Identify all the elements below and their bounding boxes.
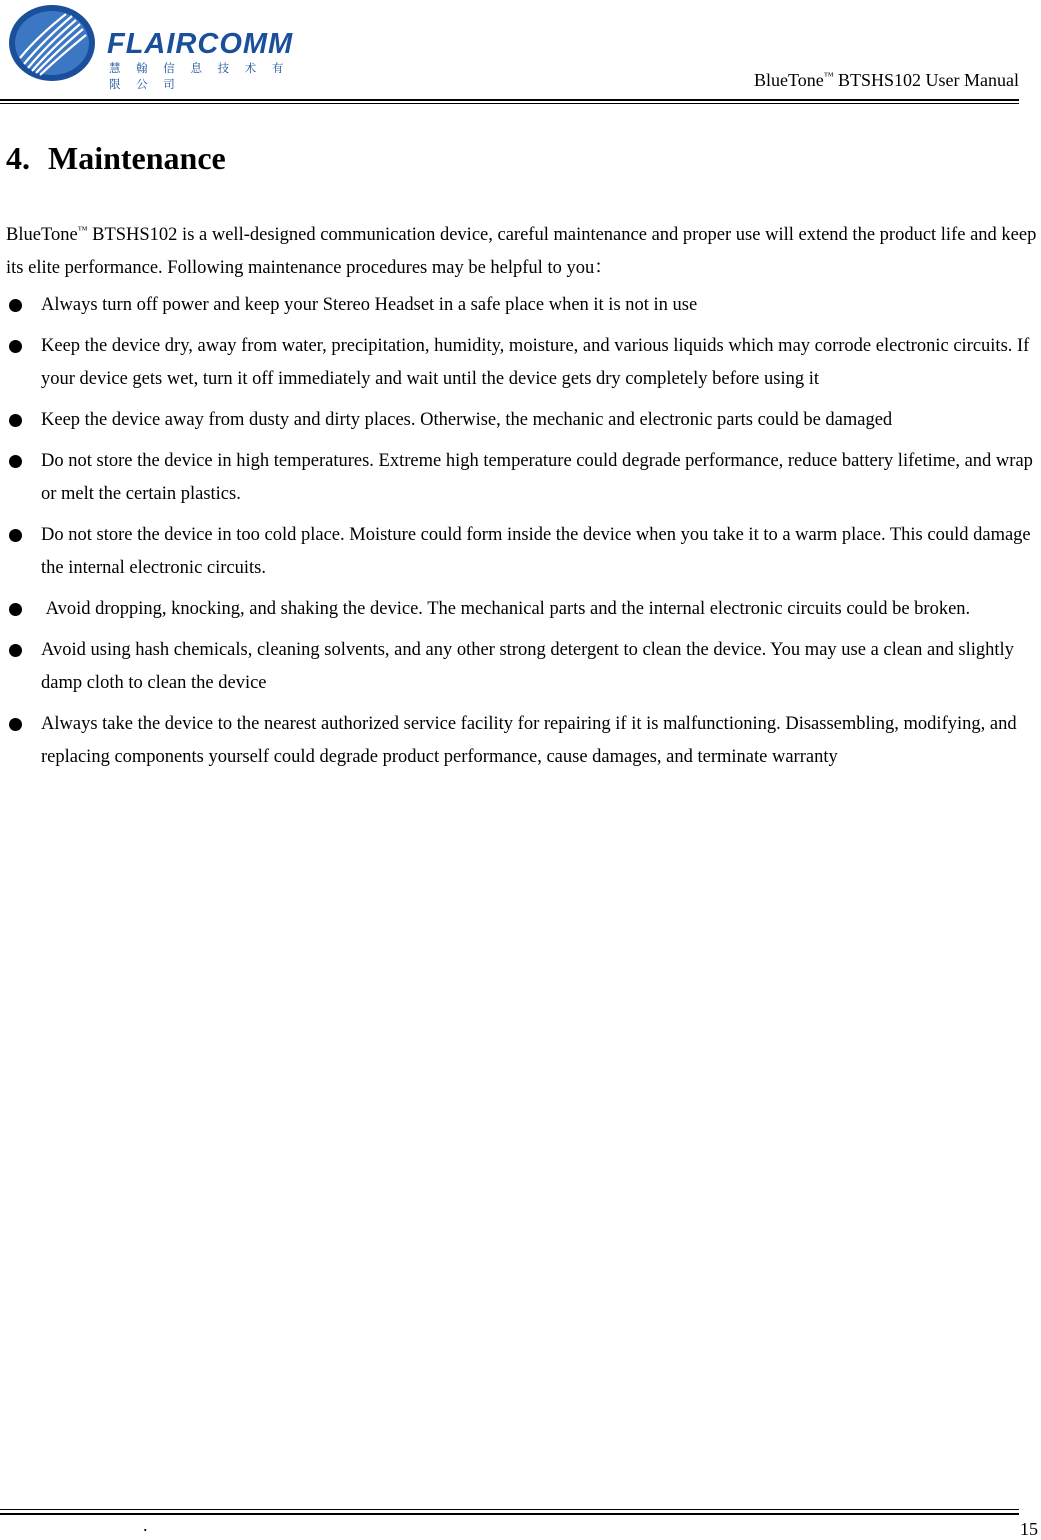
section-title: Maintenance	[48, 140, 226, 176]
header-rule-thin	[0, 103, 1019, 104]
list-item	[0, 634, 1041, 700]
flaircomm-emblem-icon	[6, 2, 98, 84]
intro-text: BTSHS102 is a well-designed communication device, careful maintenance and proper use will extend the product life and keep its elite performance. Following maintenance procedures may be helpful to you：	[6, 225, 1037, 279]
bullet-dot-icon	[9, 340, 22, 353]
bullet-dot-icon	[9, 603, 22, 616]
bullet-dot-icon	[9, 299, 22, 312]
company-logo	[6, 2, 316, 91]
list-item-text: Do not store the device in high temperatures. Extreme high temperature could degrade performance, reduce battery lifetime, and wrap or melt the certain plastics.	[41, 451, 1033, 504]
header-manual-name: BTSHS102 User Manual	[833, 70, 1019, 90]
list-item-text: Do not store the device in too cold place. Moisture could form inside the device when you take it to a warm place. This could damage the internal electronic circuits.	[41, 525, 1031, 578]
list-item-text: Avoid using hash chemicals, cleaning solvents, and any other strong detergent to clean the device. You may use a clean and slightly damp cloth to clean the device	[41, 640, 1014, 693]
footer-rule-thick	[0, 1513, 1019, 1515]
list-item-text: Keep the device away from dusty and dirty places. Otherwise, the mechanic and electronic parts could be damaged	[41, 410, 893, 430]
bullet-dot-icon	[9, 529, 22, 542]
section-heading	[6, 140, 226, 177]
bullet-dot-icon	[9, 718, 22, 731]
list-item	[0, 519, 1041, 585]
intro-trademark: ™	[77, 225, 88, 236]
list-item	[0, 445, 1041, 511]
document-header-title	[754, 70, 1019, 91]
list-item	[0, 708, 1041, 774]
list-item	[0, 404, 1041, 437]
footer-dot: .	[143, 1515, 148, 1535]
maintenance-list	[0, 289, 1041, 782]
header-rule-thick	[0, 99, 1019, 101]
header-trademark: ™	[823, 71, 834, 82]
intro-product: BlueTone	[6, 225, 78, 246]
intro-paragraph	[6, 214, 1041, 285]
list-item	[0, 593, 1041, 626]
bullet-dot-icon	[9, 414, 22, 427]
list-item	[0, 289, 1041, 322]
bullet-dot-icon	[9, 455, 22, 468]
list-item-text: Always take the device to the nearest authorized service facility for repairing if it is malfunctioning. Disassembling, modifying, and replacing components yourself could degrade product performance, cause damages, and terminate warranty	[41, 714, 1017, 767]
section-number: 4.	[6, 140, 30, 176]
logo-wordmark: FLAIRCOMM	[107, 28, 294, 60]
list-item-text: Avoid dropping, knocking, and shaking the device. The mechanical parts and the internal electronic circuits could be broken.	[41, 599, 971, 619]
page-number: 15	[1020, 1519, 1038, 1539]
bullet-dot-icon	[9, 644, 22, 657]
list-item	[0, 330, 1041, 396]
list-item-text: Keep the device dry, away from water, precipitation, humidity, moisture, and various liquids which may corrode electronic circuits. If your device gets wet, turn it off immediately and wait until the device gets dry completely before using it	[41, 336, 1030, 389]
header-product: BlueTone	[753, 70, 824, 90]
logo-chinese-subtitle: 慧 翰 信 息 技 术 有 限 公 司	[109, 61, 290, 91]
footer-rule-thin	[0, 1509, 1019, 1510]
list-item-text: Always turn off power and keep your Stereo Headset in a safe place when it is not in use	[41, 295, 698, 315]
